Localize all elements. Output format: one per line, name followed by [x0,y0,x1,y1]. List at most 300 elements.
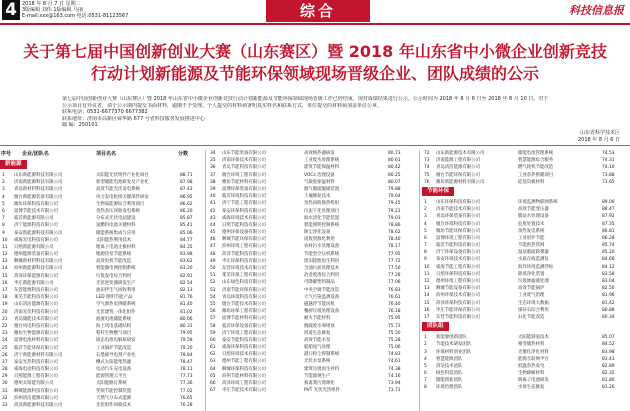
row-score: 78.86 [388,222,401,228]
row-score: 76.65 [180,395,193,401]
row-name: 临沂环保设备有限公司 [222,323,266,329]
table-row [422,221,630,228]
row-name: 枣庄节能环保有限公司 [436,307,480,313]
table-row [422,157,630,164]
row-project: 太阳能制氢技术 [518,335,549,341]
row-seq: 44 [210,222,216,228]
row-project: 节能型空压机系统 [304,251,340,257]
row-name: 环保材料创业团队 [436,349,472,355]
table-row [0,179,204,186]
row-name: 济宁环保设备有限公司 [436,250,480,256]
row-score: 73.65 [602,179,615,185]
results-column-3 [422,150,630,410]
row-name: 滨州清洁能源有限公司 [14,395,58,401]
table-row [422,307,630,314]
row-score: 85.41 [180,223,193,229]
row-seq: 17 [424,314,430,320]
row-score: 79.03 [388,215,401,221]
row-seq: 6 [424,371,427,377]
row-seq: 13 [2,259,8,265]
header-rule [0,23,630,25]
row-name: 智慧能源团队 [436,356,463,362]
row-seq: 53 [210,287,216,293]
row-project: LED 照明节能产品 [96,295,133,301]
row-project: 风力发电机组关键部件研发 [96,194,149,200]
row-name: 威海节能工程有限公司 [436,264,480,270]
table-row [208,179,418,186]
table-row [208,330,418,337]
table-row [208,373,418,380]
row-seq: 9 [2,230,5,236]
table-row [422,377,630,384]
row-name: 威海电动科技有限公司 [14,367,58,373]
row-project: 锂离子电池正极材料 [96,244,136,250]
row-score: 80.31 [180,323,193,329]
table-row [0,258,204,265]
row-seq: 12 [424,279,430,284]
signer: 山东省科学技术厅 [579,130,620,136]
table-row [422,172,630,179]
table-row [0,388,204,395]
row-name: 山东环保科技有限公司 [436,199,480,205]
row-project: 建筑节能保温材料 [304,165,340,171]
row-score: 81.96 [602,293,615,299]
row-name: 潍坊节能材料有限公司 [222,179,266,185]
table-row [422,228,630,235]
row-score: 78.11 [180,367,193,373]
row-seq: 6 [2,208,5,214]
row-score: 86.95 [180,194,193,200]
row-score: 85.20 [602,250,615,256]
row-seq: 52 [210,280,216,286]
table-row [0,215,204,222]
row-score: 78.40 [388,237,401,243]
row-score: 73.94 [388,381,401,386]
row-score: 76.18 [388,309,401,315]
row-score: 81.42 [602,300,615,306]
table-row [208,186,418,193]
row-name: 新能源创新团队 [436,335,467,341]
table-row [0,172,204,179]
table-row [422,356,630,363]
table-row [0,294,204,301]
table-row [208,193,418,200]
row-project: 湿法脱硫除雾器 [518,250,549,256]
row-seq: 7 [2,216,5,222]
row-project: 相变储热材料 [518,342,545,348]
row-seq: 32 [2,395,8,401]
row-seq: 3 [424,349,427,355]
row-seq: 42 [210,208,216,214]
row-seq: 60 [210,337,216,343]
row-project: 港口粉尘抑制系统 [304,352,340,358]
row-score: 89.00 [602,199,615,205]
row-project: 光伏组件回收技术 [96,403,132,408]
row-name: 清洁技术团队 [436,363,463,369]
row-name: 济南环保技术有限公司 [222,158,266,164]
row-project: 耐火节能材料 [304,316,331,322]
row-seq: 62 [210,352,216,358]
row-name: 青岛环保装备有限公司 [436,214,480,220]
row-seq: 19 [2,302,8,308]
row-project: 船舶尾气处理 [304,345,331,351]
row-name: 山东绿色科技有限公司 [222,280,266,286]
header-project: 项目名名 [96,151,117,157]
table-row [422,206,630,213]
row-seq: 14 [424,293,430,299]
row-project: 海洋环境监测浮标 [518,264,554,270]
row-name: 潍坊生物能源有限公司 [14,331,58,337]
row-seq: 2 [2,180,5,186]
table-row [422,349,630,356]
sign-date: 2018 年 8 月 6 日 [577,137,620,143]
table-rows [422,150,630,186]
masthead-logo: 科技信息报 [569,4,624,17]
intro-line: 联系电话：0531-6677370 6677382 [62,109,148,115]
row-score: 84.12 [602,264,615,270]
row-seq: 8 [2,223,5,229]
row-name: 淄博节能技术有限公司 [14,208,58,214]
row-score: 82.50 [602,286,615,292]
row-score: 87.98 [180,180,193,186]
row-name: 菏泽节能科技有限公司 [222,251,266,257]
row-name: 青岛节能科技有限公司 [222,165,266,171]
row-project: 餐厨垃圾处理设备 [304,309,340,315]
row-name: 济宁新能源材料有限公司 [14,352,63,358]
page-number: 4 [2,0,20,20]
row-score: 88.71 [180,173,193,178]
table-row [0,352,204,359]
table-row [422,242,630,249]
table-row [208,387,418,394]
table-row [422,179,630,186]
row-score: 74.53 [602,151,615,156]
row-score: 82.54 [180,280,193,286]
row-score: 74.16 [388,373,401,379]
row-project: 垃圾发电综合利用 [96,273,132,279]
row-name: 滨州环保技术有限公司 [436,293,480,299]
table-row [0,366,204,373]
row-project: 建筑垃圾再生骨料 [304,366,340,372]
table-rows [208,150,418,394]
row-score: 77.36 [180,381,193,387]
row-seq: 7 [424,378,427,384]
table-row [0,194,204,201]
row-project: 液流电池储能系统 [96,316,132,322]
row-score: 77.73 [180,374,193,380]
row-seq: 18 [2,295,8,301]
category-label [0,160,204,171]
row-seq: 16 [424,307,430,313]
row-project: 硅基负极材料 [518,179,545,185]
category-label [422,322,630,333]
category-label [422,187,630,198]
row-score: 80.34 [602,314,615,320]
row-seq: 67 [210,388,216,394]
table-row [422,300,630,307]
row-project: 大气污染监测设备 [304,294,340,300]
row-seq: 36 [210,165,216,171]
row-seq: 51 [210,273,216,279]
row-seq: 6 [424,235,427,241]
row-seq: 27 [2,359,8,365]
row-seq: 65 [210,373,216,379]
row-score: 79.64 [388,194,401,200]
row-seq: 50 [210,266,216,271]
row-project: 余热回收换热机组 [304,201,340,207]
row-name: 山东新能源科技有限公司 [14,173,63,178]
row-name: 济宁节能工程有限公司 [222,201,266,207]
row-score: 76.28 [180,403,193,408]
table-row [422,256,630,263]
table-row [422,292,630,299]
row-project: 可降解塑料制品 [304,280,335,286]
row-name: 潍坊新能源材料有限公司 [436,179,485,185]
row-name: 滨州新能源科技有限公司 [14,266,63,272]
row-name: 节能技术研发团队 [436,342,472,348]
row-seq: 14 [2,266,8,272]
row-seq: 75 [424,172,430,178]
row-seq: 25 [2,345,8,351]
table-row [208,351,418,358]
row-project: 氢燃料电池关键材料 [96,223,136,229]
row-seq: 33 [2,403,8,408]
row-score: 81.26 [602,385,615,391]
row-score: 85.74 [602,243,615,249]
table-row [422,363,630,370]
row-project: 智能照明控制系统 [304,222,340,228]
row-project: 太阳能光伏组件产业化项目 [96,173,149,178]
row-name: 聊城节能环保有限公司 [222,237,266,243]
row-score: 86.62 [180,201,193,207]
row-project: 储能系统集成与应用 [96,230,136,236]
row-score: 86.81 [602,228,615,234]
table-rows [422,334,630,392]
row-name: 烟台环境科技有限公司 [436,221,480,227]
row-name: 济南光伏科技有限公司 [14,309,58,315]
row-score: 80.42 [388,165,401,171]
row-name: 东营环境技术有限公司 [222,266,266,271]
row-name: 聊城环保科技有限公司 [222,366,266,372]
row-project: 污泥干化处理项目 [304,208,340,214]
row-project: VOCs 治理设备 [304,172,335,178]
table-row [422,164,630,171]
row-project: 危废处置技术 [518,221,545,227]
category-text: 新能源 [0,160,27,169]
row-project: 分布式光伏电站建设 [96,216,136,222]
row-project: 土壤修复技术 [304,194,331,200]
table-row [208,272,418,279]
row-project: 高效节能变压器 [518,207,549,213]
table-row [208,265,418,272]
row-project: 燃气轮机节能改造 [518,165,554,171]
row-project: 空气源热泵供暖系统 [96,302,136,308]
row-score: 87.35 [602,221,615,227]
meta-line: 2018 年 8 月 7 日 星期二 [22,1,81,7]
row-project: 高效换热器研发 [304,151,335,156]
table-row [422,199,630,206]
intro-line: 公示项目有异议者，请于公示期内提交书面材料，逾期不予受理。个人提交的材料须署明真实姓名和联系方式，单位提交的材料须加盖单位公章。 [62,102,383,109]
table-row [208,337,418,344]
table-row [208,150,418,157]
row-project: 石化节能改造 [518,314,545,320]
row-seq: 8 [424,385,427,391]
table-row [208,236,418,243]
row-name: 烟台风电科技有限公司 [14,323,58,329]
row-seq: 12 [2,252,8,258]
table-row [0,395,204,402]
row-project: 中央空调节能改造 [304,287,340,293]
row-name: 烟台节能环保有限公司 [436,172,480,178]
row-project: 农村污水处理设备 [304,244,340,250]
row-project: 冶金废渣综合利用 [304,273,340,279]
row-score: 77.50 [388,266,401,271]
row-seq: 39 [210,186,216,192]
table-row [208,157,418,164]
row-project: 新型储能电池研发及产业化 [96,180,149,186]
row-seq: 22 [2,323,8,329]
table-row [422,271,630,278]
row-name: 泰安环境技术有限公司 [436,257,480,263]
row-project: 油田伴生气回收利用 [96,288,136,293]
row-score: 82.13 [180,288,193,293]
row-project: 磁悬浮节能风机 [304,301,335,307]
row-name: 青岛储能技术有限公司 [14,316,58,322]
row-seq: 46 [210,237,216,243]
header-seq: 序号 [1,151,12,157]
row-score: 74.83 [388,352,401,358]
row-name: 烟台新能源装备有限公司 [14,194,63,200]
columns-divider [0,145,630,146]
row-seq: 37 [210,172,216,178]
row-name: 滨州环境工程有限公司 [222,244,266,250]
row-project: 光伏逆变器研发生产 [96,280,136,286]
row-seq: 13 [424,286,430,292]
row-project: 石墨烯导电剂产业化 [96,352,136,358]
table-row [208,243,418,250]
row-name: 菏泽新能源科技有限公司 [14,403,63,408]
table-row [422,384,630,391]
row-score: 81.40 [180,302,193,308]
table-rows [422,199,630,321]
row-project: 高效节能锅炉 [518,286,545,292]
row-score: 80.66 [180,316,193,322]
row-project: 余热余压回收发电系统 [96,208,140,214]
row-seq: 38 [210,179,216,185]
headline-line-2: 行动计划新能源及节能环保领域现场晋级企业、团队成绩的公示 [90,64,539,83]
row-project: 太阳能热利用技术 [96,237,132,243]
table-row [208,323,418,330]
row-score: 82.35 [602,371,615,377]
row-score: 75.28 [388,337,401,343]
row-seq: 1 [424,335,427,341]
row-name: 淄博电池材料有限公司 [14,338,58,344]
row-seq: 34 [210,151,216,156]
table-row [208,208,418,215]
row-score: 75.95 [388,316,401,322]
row-name: 枣庄新能源有限公司 [14,280,54,286]
row-name: 临沂新能源有限公司 [14,216,54,222]
row-seq: 5 [2,201,5,207]
row-name: 烟台节能技术有限公司 [222,301,266,307]
row-project: 槽式太阳能集热器 [96,359,132,365]
row-seq: 41 [210,201,216,207]
row-name: 东营节能科技有限公司 [436,314,480,320]
row-project: 烟气脱硫脱硝装置 [304,186,340,192]
table-row [422,150,630,157]
table-row [0,222,204,229]
column-separator [205,150,206,411]
row-score: 77.72 [388,258,401,264]
row-score: 80.61 [388,158,401,164]
table-row [422,334,630,341]
row-name: 日照环境技术有限公司 [222,352,266,358]
headline-line-1: 关于第七届中国创新创业大赛（山东赛区）暨 2018 年山东省中小微企业创新竞技 [23,42,607,61]
row-project: 固废资源化利用 [304,237,335,243]
row-project: 煤矸石综合利用 [518,307,549,313]
table-row [422,213,630,220]
row-score: 76.61 [388,294,401,300]
row-seq: 43 [210,215,216,221]
row-name: 青岛环境科技有限公司 [222,294,266,300]
row-seq: 5 [424,228,427,234]
row-name: 德州太阳能有限公司 [14,381,54,387]
row-name: 济南能源工程有限公司 [436,158,480,164]
row-score: 75.73 [388,323,401,329]
row-project: 工业窑炉节能 [518,235,545,241]
row-name: 济南新能源科技有限公司 [14,180,63,186]
table-row [208,251,418,258]
table-row [0,402,204,409]
row-name: 临沂节能环保有限公司 [14,345,58,351]
table-row [208,200,418,207]
row-seq: 31 [2,388,8,394]
row-score: 75.50 [388,330,401,336]
table-row [422,264,630,271]
row-name: 临沂节能科技有限公司 [436,243,480,249]
row-score: 75.06 [388,345,401,351]
row-project: 含油污泥处理技术 [304,266,340,271]
intro-line: 第七届中国创新创业大赛（山东赛区）暨 2018 年山东省中小微企业创新竞技行动计划新能源及节能环保领域现场晋级工作已经结束，现对成绩结果进行公示。公示时间为 2018 年 8 月 6 日至 2018 年 8 月 10 日。对于 [62,96,549,102]
row-seq: 11 [2,244,8,250]
row-name: 德州能源装备有限公司 [14,252,58,258]
row-seq: 58 [210,323,216,329]
row-score: 79.45 [388,201,401,207]
row-score: 80.07 [388,179,401,185]
row-name: 东营能源科技有限公司 [14,288,58,293]
row-score: 76.40 [388,301,401,307]
row-name: 泰安新能源科技有限公司 [14,230,63,236]
row-project: 钠离子电池研发 [518,378,549,384]
row-name: 德州环保设备有限公司 [222,230,266,236]
row-seq: 30 [2,381,8,387]
row-name: 威海光电科技有限公司 [14,237,58,243]
row-score: 80.25 [388,172,401,178]
row-score: 85.07 [602,335,615,341]
row-name: 储能创新团队 [436,378,463,384]
row-seq: 3 [2,187,5,193]
row-name: 滨州节能材料有限公司 [222,373,266,379]
row-seq: 16 [2,280,8,286]
table-row [208,164,418,171]
row-score: 78.47 [180,359,193,365]
row-project: 节能供热管网 [518,243,545,249]
row-seq: 17 [2,288,8,293]
row-score: 78.62 [388,230,401,236]
row-seq: 57 [210,316,216,322]
row-project: 太阳能路灯系统 [96,381,127,387]
table-row [0,265,204,272]
